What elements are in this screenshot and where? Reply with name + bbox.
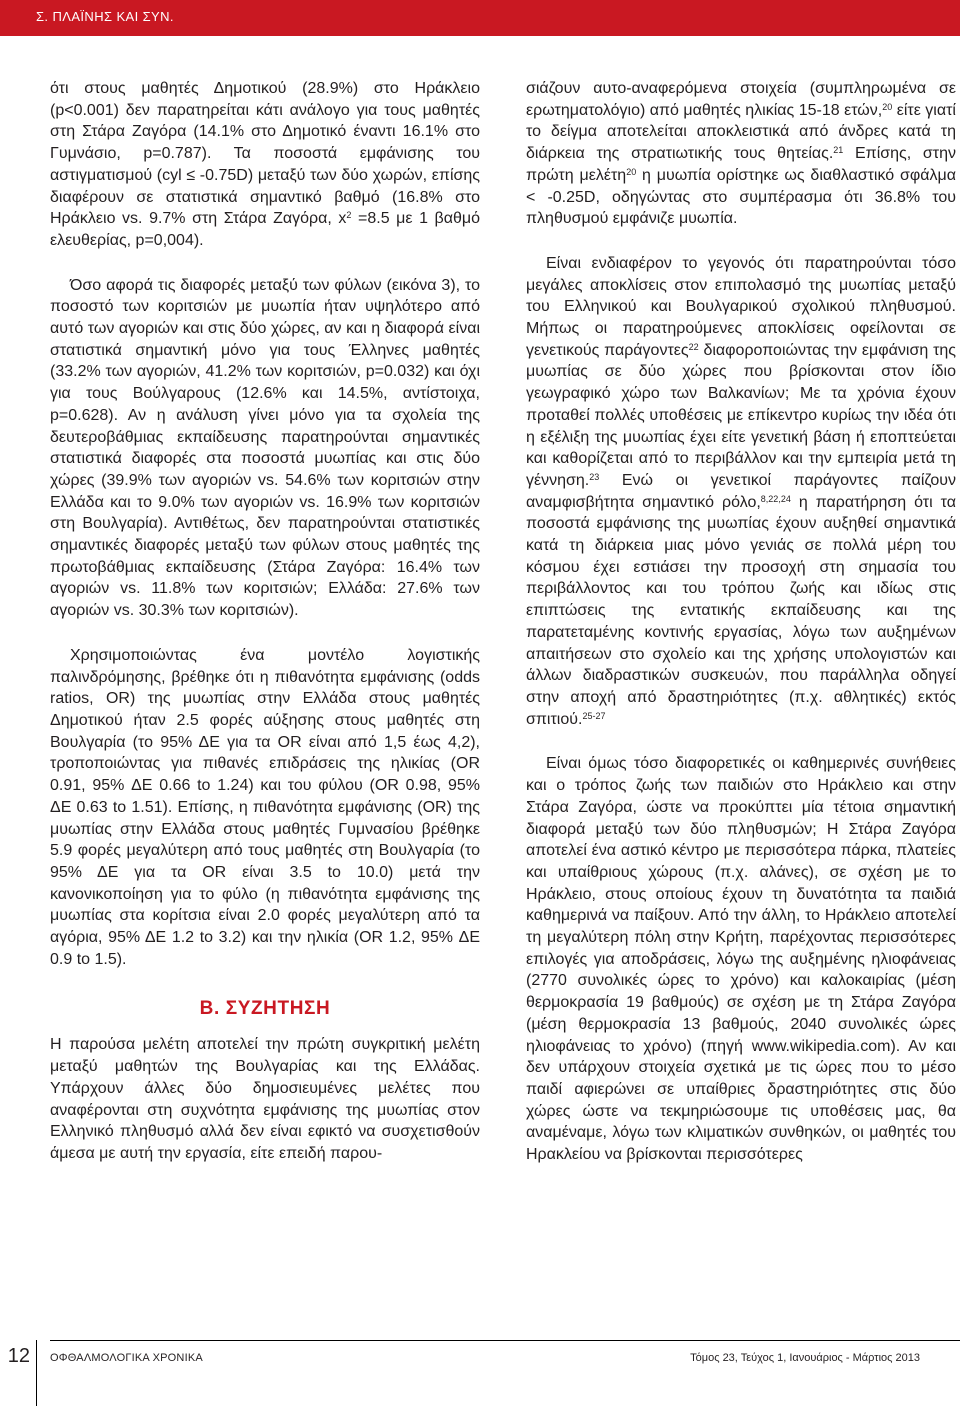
text-run: διαφοροποιώντας την εμφάνιση της μυωπίας σε δύο χώρες που βρίσκονται στον ίδιο γεωγραφικό χώρο των Βαλκανίων; Με τα χρόνια έχουν προταθεί πολλές υποθέσεις με επίκεντρο κυρίως την ιδέα ότι η εξέλιξη της μυωπίας έχει είτε γενετική βάση ή εποπτεύεται και καθορίζεται από το περιβάλλον και την εμπειρία μετά τη γέννηση. [526,341,956,489]
citation-ref: 23 [589,471,600,482]
footer-vertical-rule [36,1340,37,1406]
text-run: Επίσης, στην πρώτη μελέτη [526,145,956,184]
citation-ref: 22 [688,341,699,352]
discussion-paragraph-2 [526,253,956,730]
logistic-regression-paragraph: Χρησιμοποιώντας ένα μοντέλο λογιστικής παλινδρόμησης, βρέθηκε ότι η πιθανότητα εμφάνισης (odds ratios, OR) της μυωπίας στην Ελλάδα στους μαθητές Δημοτικού ήταν 2.5 φορές αύξησης στους μαθητές στη Βουλγαρία (το 95% ΔΕ για τα OR είναι από 1,5 έως 4,2), τροποποιώντας για πιθανές επιδράσεις της ηλικίας (OR 0.91, 95% ΔΕ 0.66 to 1.24) και του φύλου (OR 0.98, 95% ΔΕ 0.63 to 1.51). Επίσης, η πιθανότητα εμφάνισης (OR) της μυωπίας στην Ελλάδα στους μαθητές Γυμνασίου βρέθηκε 5.9 φορές μεγαλύτερη από τους μαθητές στη Βουλγαρία (το 95% ΔΕ για τα OR είναι 3.5 to 10.0) μετά την κανονικοποίηση για το φύλο (η πιθανότητα εμφάνισης της μυωπίας στα κορίτσια είναι 2.0 φορές μεγαλύτερη από τα αγόρια, 95% ΔΕ 1.2 to 3.2) και την ηλικία (OR 1.2, 95% ΔΕ 0.9 to 1.5). [50,646,480,968]
left-column [50,78,480,1165]
text-run: είτε γιατί το δείγμα αποτελείται αποκλειστικά από άνδρες κατά τη διάρκεια της στρατιωτικής τους θητείας. [526,101,956,163]
page-number: 12 [7,1345,30,1367]
text-run: σιάζουν αυτο-αναφερόμενα στοιχεία (συμπληρωμένα σε ερωτηματολόγιο) από μαθητές ηλικίας 15-18 ετών, [526,80,956,119]
running-header-author: Σ. ΠΛΑΪΝΗΣ ΚΑΙ ΣΥΝ. [36,9,174,24]
chi-square-exponent: 2 [346,210,352,221]
results-paragraph-1 [50,78,480,252]
text-run: η μυωπία ορίστηκε ως διαθλαστικό σφάλμα < -0.25D, οδηγώντας στο συμπέρασμα ότι 36.8% του πληθυσμού εμφάνιζε μυωπία. [526,166,956,228]
text-run: Ενώ οι γενετικοί παράγοντες παίζουν αναμφισβήτητα σημαντικό ρόλο, [526,471,956,511]
text-run: η παρατήρηση ότι τα ποσοστά εμφάνισης της μυωπίας έχουν αυξηθεί σημαντικά κατά τη διάρκεια μιας μόνο γενιάς σε πολλά μέρη του κόσμου έχει εστιάσει την προσοχή στη σημασία του περιβάλλοντος και του τρόπου ζωής και ιδίως στις επιπτώσεις της εντατικής εκπαίδευσης και της παρατεταμένης κοντινής εργασίας, λόγω των αυξημένων απαιτήσεων στο σχολείο και της χρήσης υπολογιστών και άλλων διαδραστικών συσκευών, που παράλληλα οδηγεί στην αποχή από δραστηριότητες (π.χ. αθλητικές) εκτός σπιτιού. [526,493,956,728]
journal-name: ΟΦΘΑΛΜΟΛΟΓΙΚΑ ΧΡΟΝΙΚΑ [50,1352,203,1364]
issue-info: Τόμος 23, Τεύχος 1, Ιανουάριος - Μάρτιος 2013 [690,1352,920,1364]
citation-ref: 21 [833,145,844,156]
discussion-heading: Β. ΣΥΖΗΤΗΣΗ [199,998,331,1020]
citation-ref: 25-27 [582,710,606,721]
citation-ref: 20 [882,101,893,112]
gender-differences-paragraph: Όσο αφορά τις διαφορές μεταξύ των φύλων (εικόνα 3), το ποσοστό των κοριτσιών με μυωπία ήταν υψηλότερο από αυτό των αγοριών και στις δύο χώρες, αν και η διαφορά είναι στατιστικά σημαντική μόνο για τους Έλληνες μαθητές (33.2% των αγοριών, 41.2% των κοριτσιών, p=0.032) και όχι για τους Βούλγαρους (12.6% και 14.5%, αντίστοιχα, p=0.628). Αν η ανάλυση γίνει μόνο για τα σχολεία της δευτεροβάθμιας εκπαίδευσης παρατηρούνται σημαντικές στατιστικά διαφορές στα ποσοστά μυωπίας και στις δύο χώρες (39.9% των αγοριών vs. 54.6% των κοριτσιών στην Ελλάδα και το 9.0% των αγοριών vs. 16.9% των κοριτσιών στη Βουλγαρία). Αντιθέτως, δεν παρατηρούνται στατιστικές σημαντικές διαφορές μεταξύ των φύλων στους μαθητές της πρωτοβάθμιας εκπαίδευσης (Στάρα Ζαγόρα: 16.4% των αγοριών vs. 11.8% των κοριτσιών; Ελλάδα: 27.6% των αγοριών vs. 30.3% των κοριτσιών). [50,276,480,620]
discussion-paragraph-1-continued [526,78,956,230]
citation-ref: 8,22,24 [760,493,791,504]
right-column [526,78,956,1166]
citation-ref: 20 [626,166,637,177]
discussion-paragraph-1: Η παρούσα μελέτη αποτελεί την πρώτη συγκριτική μελέτη μεταξύ μαθητών της Βουλγαρίας και της Ελλάδας. Υπάρχουν άλλες δύο δημοσιευμένες μελέτες που αναφέρονται στη συχνότητα εμφάνισης της μυωπίας στον Ελληνικό πληθυσμό αλλά δεν είναι εφικτό να συσχετισθούν άμεσα με αυτή την εργασία, είτε επειδή παρου- [50,1036,480,1162]
discussion-paragraph-3: Είναι όμως τόσο διαφορετικές οι καθημερινές συνήθειες και ο τρόπος ζωής των παιδιών στο Ηράκλειο και στην Στάρα Ζαγόρα, ώστε να προκύπτει μία τέτοια σημαντική διαφορά μεταξύ των δύο πληθυσμών; Η Στάρα Ζαγόρα αποτελεί ένα αστικό κέντρο με περισσότερα πάρκα, πλατείες και υπαίθριους χώρους (π.χ. αλάνες), σε σχέση με το Ηράκλειο, στους οποίους έχουν τη δυνατότητα τα παιδιά καθημερινά να παίξουν. Από την άλλη, το Ηράκλειο αποτελεί τη μεγαλύτερη πόλη στην Κρήτη, παρέχοντας περισσότερες επιλογές για αποδράσεις, λόγω της αυξημένης ηλιοφάνειας (2770 συνολικές ώρες το χρόνο) και καλοκαιρίας (μέση θερμοκρασία 19 βαθμούς) σε σχέση με τη Στάρα Ζαγόρα (μέση θερμοκρασία 13 βαθμούς, 2040 συνολικές ώρες ηλιοφάνειας το χρόνο) (πηγή www.wikipedia.com). Αν και δεν υπάρχουν στοιχεία σχετικά με τις ώρες που το μέσο παιδί αφιερώνει σε υπαίθριες δραστηριότητες στις δύο χώρες ώστε να τεκμηριώσουμε τις υποθέσεις μας, θα αναμέναμε, λόγω των κλιματικών συνθηκών, οι μαθητές του Ηρακλείου να βρίσκονται περισσότερες [526,755,956,1164]
footer-rule [50,1340,960,1341]
text-run: Είναι ενδιαφέρον το γεγονός ότι παρατηρούνται τόσο μεγάλες αποκλίσεις στον επιπολασμό της μυωπίας μεταξύ του Ελληνικού και Βουλγαρικού σχολικού πληθυσμού. Μήπως οι παρατηρούμενες αποκλίσεις οφείλονται σε γενετικούς παράγοντες [526,254,956,359]
running-header-band [0,0,960,36]
results-paragraph-1-text: ότι στους μαθητές Δημοτικού (28.9%) στο Ηράκλειο (p<0.001) δεν παρατηρείται κάτι ανάλογο για τους μαθητές στη Στάρα Ζαγόρα (14.1% στο Δημοτικό έναντι 16.1% στο Γυμνάσιο, p=0.787). Τα ποσοστά εμφάνισης του αστιγματισμού (cyl ≤ -0.75D) μεταξύ των δύο χωρών, επίσης διαφέρουν σε στατιστικά σημαντικό βαθμό (16.8% στο Ηράκλειο vs. 9.7% στη Στάρα Ζαγόρα, x [50,80,480,228]
results-paragraph-1-end: =8.5 με 1 βαθμό ελευθερίας, p=0,004). [50,210,480,249]
